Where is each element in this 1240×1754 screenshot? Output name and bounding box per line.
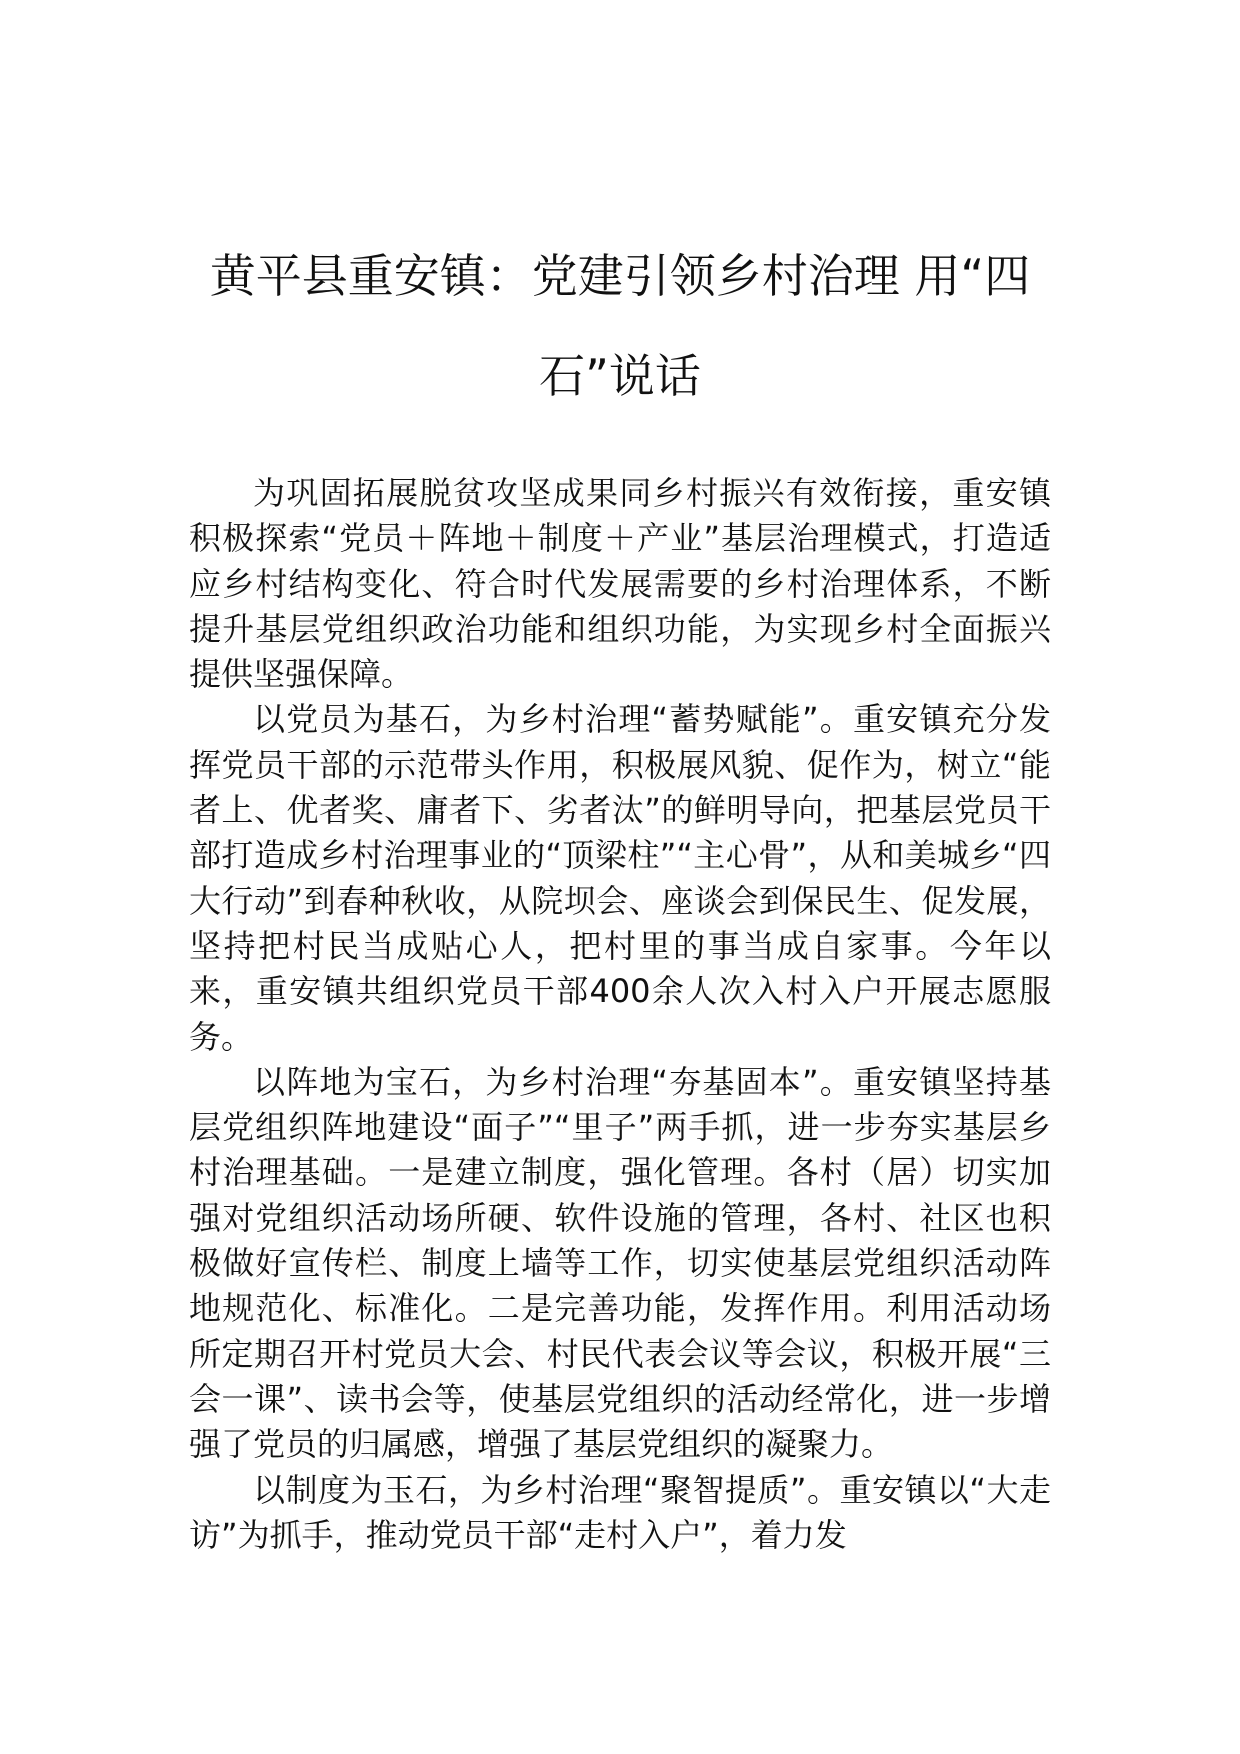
paragraph-positions: 以阵地为宝石，为乡村治理“夯基固本”。重安镇坚持基层党组织阵地建设“面子”“里子”两手抓，进一步夯实基层乡村治理基础。一是建立制度，强化管理。各村（居）切实加强对党组织活动场所硬、软件设施的管理，各村、社区也积极做好宣传栏、制度上墙等工作，切实使基层党组织活动阵地规范化、标准化。二是完善功能，发挥作用。利用活动场所定期召开村党员大会、村民代表会议等会议，积极开展“三会一课”、读书会等，使基层党组织的活动经常化，进一步增强了党员的归属感，增强了基层党组织的凝聚力。 [189, 1062, 1051, 1464]
document-title: 黄平县重安镇：党建引领乡村治理 用“四石”说话 [209, 249, 1031, 403]
paragraph-systems: 以制度为玉石，为乡村治理“聚智提质”。重安镇以“大走访”为抓手，推动党员干部“走村入户”，着力发 [189, 1470, 1051, 1554]
paragraph-intro: 为巩固拓展脱贫攻坚成果同乡村振兴有效衔接，重安镇积极探索“党员＋阵地＋制度＋产业”基层治理模式，打造适应乡村结构变化、符合时代发展需要的乡村治理体系，不断提升基层党组织政治功能和组织功能，为实现乡村全面振兴提供坚强保障。 [189, 474, 1051, 694]
paragraph-party-members: 以党员为基石，为乡村治理“蓄势赋能”。重安镇充分发挥党员干部的示范带头作用，积极展风貌、促作为，树立“能者上、优者奖、庸者下、劣者汰”的鲜明导向，把基层党员干部打造成乡村治理事业的“顶梁柱”“主心骨”，从和美城乡“四大行动”到春种秋收，从院坝会、座谈会到保民生、促发展，坚持把村民当成贴心人，把村里的事当成自家事。今年以来，重安镇共组织党员干部400余人次入村入户开展志愿服务。 [189, 700, 1051, 1056]
document-body [189, 471, 1051, 1558]
